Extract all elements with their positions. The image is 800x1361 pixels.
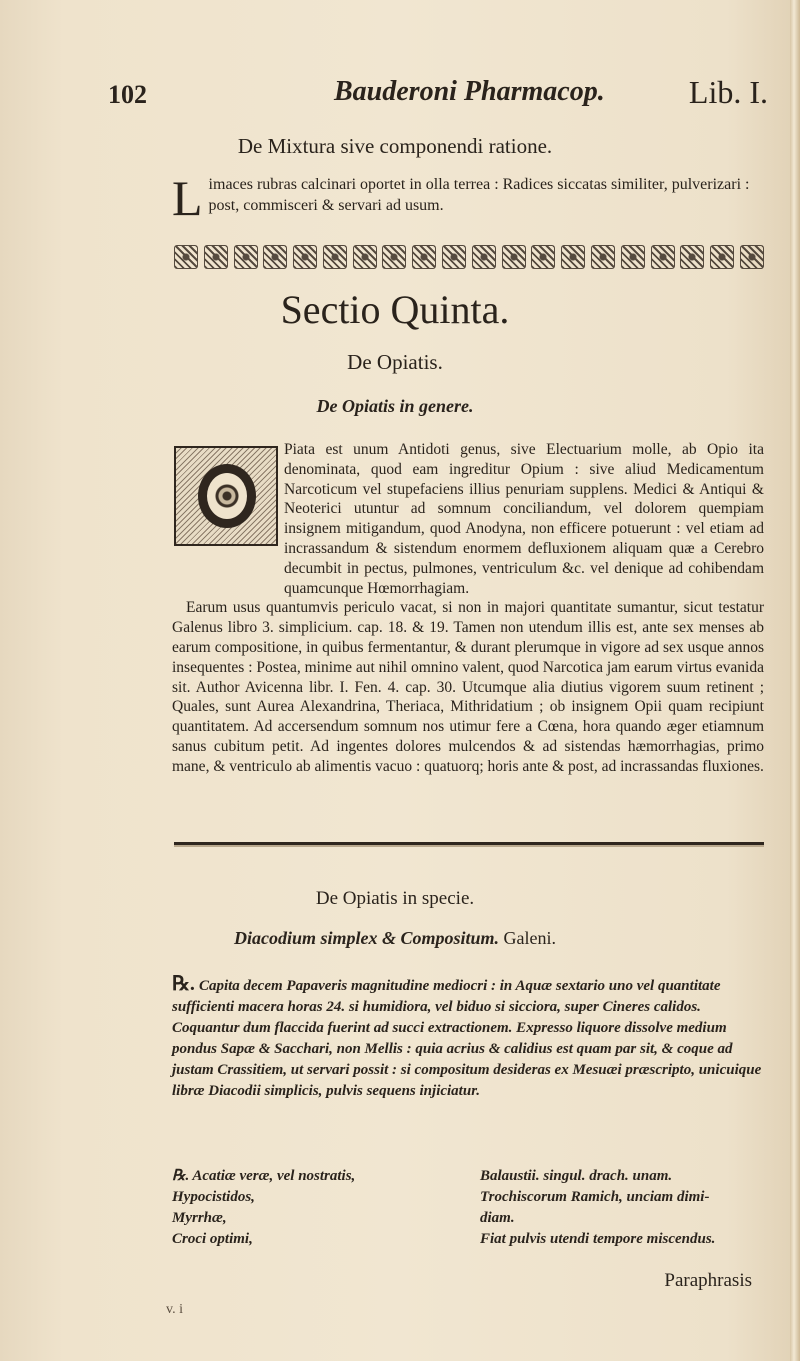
book-number: Lib. I. [688, 74, 768, 110]
subheading-in-genere: De Opiatis in genere. [316, 396, 474, 416]
ingredient-line: Fiat pulvis utendi tempore miscendus. [480, 1231, 716, 1247]
ingredient-line: Croci optimi, [172, 1231, 253, 1247]
section-title: Sectio Quinta. [280, 287, 510, 332]
recipe-heading [0, 928, 790, 949]
recipe-body: Capita decem Papaveris magnitudine mediocri : in Aquæ sextario uno vel quantitate sufficienti macera horas 24. si humidiora, vel biduo si sicciora, super Cineres calidos. Coquantur dum flaccida fuerint ad succi extractionem. Expresso liquore dissolve medium pondus Sapæ & Sacchari, non Mellis : quia acrius & calidius est quam par sit, & coque ad justam Crassitiem, ut servari possit : si compositum desideras ex Mesuæi præscripto, unicuique libræ Diacodii simplicis, pulvis sequens injiciatur. [172, 978, 762, 1099]
recipe-title: Diacodium simplex & Compositum. [233, 928, 500, 948]
ornament-tile [442, 245, 466, 269]
ornament-tile [234, 245, 258, 269]
ornament-tile [591, 245, 615, 269]
drop-cap-l: L [172, 170, 203, 226]
paragraph-mixtura [172, 170, 762, 226]
ornament-tile [621, 245, 645, 269]
ornament-tile [502, 245, 526, 269]
recipe-author: Galeni. [503, 928, 556, 948]
ingredient-line: Hypocistidos, [172, 1189, 255, 1205]
ingredient-line: Balaustii. singul. drach. unam. [480, 1168, 673, 1184]
ornament-tile [531, 245, 555, 269]
ingredients-right [480, 1166, 770, 1250]
ingredients-left [172, 1166, 462, 1250]
recipe-text [172, 974, 764, 1102]
recipe-symbol: ℞. [172, 973, 195, 995]
heading-mixtura: De Mixtura sive componendi ratione. [237, 134, 553, 158]
ornament-tile [680, 245, 704, 269]
subheading-opiatis: De Opiatis. [347, 350, 443, 374]
paragraph-opiatis-intro: Piata est unum Antidoti genus, sive Electuarium molle, ab Opio ita denominata, quod eam ingreditur Opium : sive aliud Medicamentum Narcoticum vel stupefaciens illius penuriam supplens. Medici & Antiqui & Neoterici utuntur ad somnum conciliandum, vel dolorem quempiam insignem mitigandum, quod Anodyna, non efficere potuerunt : vel etiam ad incrassandum & sistendum enormem defluxionem aliquam quæ a Cerebro decumbit in pectus, pulmones, ventriculum &c. vel denique ad cohibendam quamcunque Hœmorrhagiam. [284, 441, 764, 597]
ornament-tile [174, 245, 198, 269]
body-text-genere [172, 440, 764, 777]
catchword: Paraphrasis [664, 1270, 752, 1291]
running-head [108, 74, 768, 114]
page-edge [790, 0, 800, 1361]
ornament-tile [353, 245, 377, 269]
ornament-tile [382, 245, 406, 269]
ornament-tile [651, 245, 675, 269]
ornament-tile [323, 245, 347, 269]
ornamental-band [174, 244, 764, 270]
paragraph-mixtura-text: imaces rubras calcinari oportet in olla terrea : Radices siccatas similiter, pulverizari : post, commisceri & servari ad usum. [208, 176, 750, 214]
ornament-tile [204, 245, 228, 269]
page-number: 102 [108, 80, 147, 109]
ingredient-line: Myrrhæ, [172, 1210, 227, 1226]
ingredient-line: diam. [480, 1210, 515, 1226]
running-title: Bauderoni Pharmacop. [334, 76, 605, 107]
ornament-tile [740, 245, 764, 269]
paragraph-opiatis-usus: Earum usus quantumvis periculo vacat, si non in majori quantitate sumantur, sicut testatur Galenus libro 3. simplicium. cap. 18. & 19. Tamen non utendum illis est, ante sex menses ab earum compositione, in quibus fermentantur, & durant plerumque in vigore ad sex usque annos insequentes : Postea, minime aut nihil omnino valent, quod Narcotica jam earum virtus evanida sit. Author Avicenna libr. I. Fen. 4. cap. 30. Utcumque alia diutius vigorem suum retinent ; Quales, sunt Aurea Alexandrina, Theriaca, Mithridatium ; ob insignem Opii quam recipiunt quantitatem. Ad accersendum somnum nos utimur fere a Cœna, hora quando æger etiamnum sanus cubitum petit. Ad ingentes dolores mulcendos & ad sistendas hæmorrhagias, primo mane, & ventriculo ab alimentis vacuo : quatuorq; horis ante & post, ad incrassandas fluxiones. [172, 599, 764, 775]
ornament-tile [263, 245, 287, 269]
ingredient-line: ℞. Acatiæ veræ, vel nostratis, [172, 1168, 356, 1184]
ingredient-line: Trochiscorum Ramich, unciam dimi- [480, 1189, 710, 1205]
ornament-tile [561, 245, 585, 269]
signature-mark: v. i [166, 1302, 183, 1317]
heading-in-specie: De Opiatis in specie. [315, 888, 475, 909]
ornament-tile [293, 245, 317, 269]
ornament-tile [412, 245, 436, 269]
ornament-tile [472, 245, 496, 269]
section-rule [174, 842, 764, 845]
ornament-tile [710, 245, 734, 269]
